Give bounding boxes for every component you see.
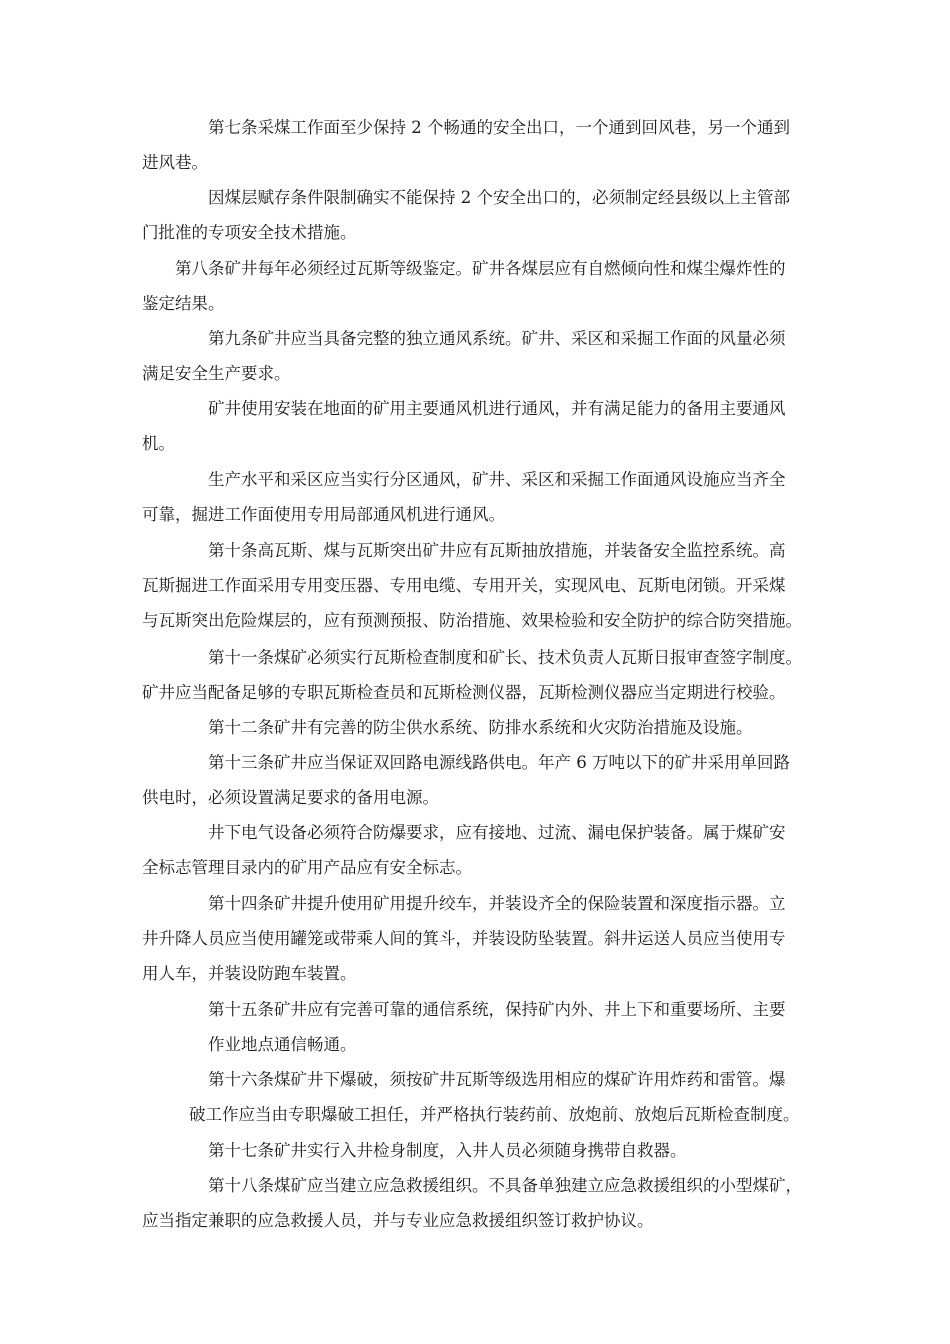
paragraph-line: 第十七条矿井实行入井检身制度，入井人员必须随身携带自救器。 [208,1141,687,1160]
paragraph-line: 矿井使用安装在地面的矿用主要通风机进行通风，并有满足能力的备用主要通风 [208,399,786,418]
paragraph-line: 第十四条矿井提升使用矿用提升绞车，并装设齐全的保险装置和深度指示器。立 [208,894,786,913]
paragraph-line: 机。 [142,434,175,453]
paragraph-line: 第九条矿井应当具备完整的独立通风系统。矿井、采区和采掘工作面的风量必须 [208,329,786,348]
paragraph-line: 用人车，并装设防跑车装置。 [142,964,357,983]
paragraph-line: 瓦斯掘进工作面采用专用变压器、专用电缆、专用开关，实现风电、瓦斯电闭锁。开采煤 [142,576,786,595]
paragraph-line: 第十二条矿井有完善的防尘供水系统、防排水系统和火灾防治措施及设施。 [208,718,753,737]
paragraph-line: 与瓦斯突出危险煤层的，应有预测预报、防治措施、效果检验和安全防护的综合防突措施。 [142,611,802,630]
paragraph-line: 井下电气设备必须符合防爆要求，应有接地、过流、漏电保护装备。属于煤矿安 [208,823,786,842]
paragraph-line: 满足安全生产要求。 [142,364,291,383]
paragraph-article-7 [142,110,888,180]
paragraph-line: 第十一条煤矿必须实行瓦斯检查制度和矿长、技术负责人瓦斯日报审查签字制度。 [208,648,802,667]
paragraph-article-7-exception [142,180,888,250]
paragraph-line: 第十五条矿井应有完善可靠的通信系统，保持矿内外、井上下和重要场所、主要 [208,1000,786,1019]
paragraph-article-16 [142,1062,822,1132]
paragraph-line: 进风巷。 [142,153,208,172]
paragraph-article-10 [142,533,888,638]
paragraph-article-14 [142,886,888,991]
paragraph-line: 第十三条矿井应当保证双回路电源线路供电。年产 6 万吨以下的矿井采用单回路 [208,753,790,772]
paragraph-line: 井升降人员应当使用罐笼或带乘人间的箕斗，并装设防坠装置。斜井运送人员应当使用专 [142,929,786,948]
paragraph-article-13 [142,745,888,815]
paragraph-article-9-fan [142,391,888,461]
paragraph-line: 门批准的专项安全技术措施。 [142,223,357,242]
paragraph-article-12 [142,710,888,745]
paragraph-line: 应当指定兼职的应急救援人员，并与专业应急救援组织签订救护协议。 [142,1211,654,1230]
paragraph-line: 矿井应当配备足够的专职瓦斯检查员和瓦斯检测仪器，瓦斯检测仪器应当定期进行校验。 [142,683,786,702]
paragraph-article-13-equipment [142,815,888,885]
paragraph-article-18 [142,1168,888,1238]
paragraph-article-11 [142,640,888,710]
paragraph-article-17 [142,1133,888,1168]
paragraph-line: 供电时，必须设置满足要求的备用电源。 [142,788,439,807]
paragraph-line: 第七条采煤工作面至少保持 2 个畅通的安全出口，一个通到回风巷，另一个通到 [208,118,790,137]
paragraph-line: 鉴定结果。 [142,294,225,313]
paragraph-article-8 [142,251,855,321]
paragraph-line: 因煤层赋存条件限制确实不能保持 2 个安全出口的，必须制定经县级以上主管部 [208,188,790,207]
paragraph-line: 第八条矿井每年必须经过瓦斯等级鉴定。矿井各煤层应有自燃倾向性和煤尘爆炸性的 [175,259,786,278]
paragraph-line: 破工作应当由专职爆破工担任，并严格执行装药前、放炮前、放炮后瓦斯检查制度。 [189,1105,800,1124]
paragraph-line: 可靠，掘进工作面使用专用局部通风机进行通风。 [142,505,505,524]
paragraph-line: 作业地点通信畅通。 [208,1035,357,1054]
paragraph-line: 第十八条煤矿应当建立应急救援组织。不具备单独建立应急救援组织的小型煤矿， [208,1176,802,1195]
paragraph-article-9 [142,321,888,391]
paragraph-line: 生产水平和采区应当实行分区通风，矿井、采区和采掘工作面通风设施应当齐全 [208,470,786,489]
paragraph-line: 第十条高瓦斯、煤与瓦斯突出矿井应有瓦斯抽放措施，并装备安全监控系统。高 [208,541,786,560]
paragraph-line: 全标志管理目录内的矿用产品应有安全标志。 [142,858,472,877]
paragraph-article-9-zoning [142,462,888,532]
paragraph-article-15 [142,992,822,1062]
paragraph-line: 第十六条煤矿井下爆破，须按矿井瓦斯等级选用相应的煤矿许用炸药和雷管。爆 [208,1070,786,1089]
